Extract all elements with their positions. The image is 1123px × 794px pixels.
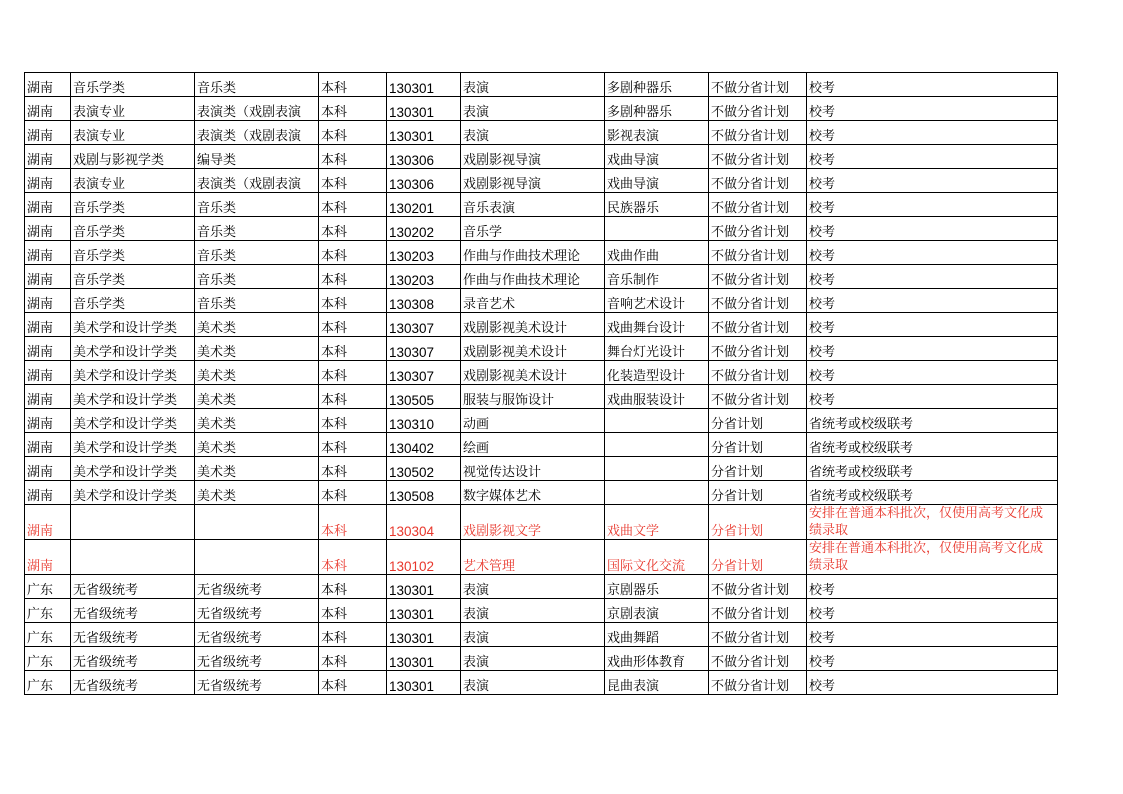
exam-method-cell: 校考 (807, 385, 1058, 409)
level-cell: 本科 (319, 145, 387, 169)
major-name-cell: 戏剧影视美术设计 (461, 337, 605, 361)
direction-cell: 化装造型设计 (605, 361, 709, 385)
category-cell: 无省级统考 (71, 647, 195, 671)
major-code-cell: 130301 (387, 121, 461, 145)
level-cell: 本科 (319, 73, 387, 97)
major-name-cell: 音乐学 (461, 217, 605, 241)
table-row (25, 457, 1058, 481)
table-row (25, 121, 1058, 145)
province-cell: 湖南 (25, 169, 71, 193)
table-row (25, 73, 1058, 97)
exam-method-cell: 校考 (807, 361, 1058, 385)
province-cell: 湖南 (25, 289, 71, 313)
province-cell: 广东 (25, 623, 71, 647)
major-name-cell: 戏剧影视导演 (461, 169, 605, 193)
level-cell: 本科 (319, 289, 387, 313)
category-cell: 音乐学类 (71, 265, 195, 289)
enrollment-plan-cell: 不做分省计划 (709, 623, 807, 647)
major-code-cell: 130306 (387, 169, 461, 193)
exam-type-cell: 音乐类 (195, 193, 319, 217)
major-code-cell: 130308 (387, 289, 461, 313)
province-cell: 湖南 (25, 337, 71, 361)
major-code-cell: 130301 (387, 671, 461, 695)
table-row (25, 145, 1058, 169)
province-cell: 广东 (25, 599, 71, 623)
direction-cell: 戏曲导演 (605, 169, 709, 193)
enrollment-plan-cell: 不做分省计划 (709, 599, 807, 623)
exam-type-cell: 美术类 (195, 361, 319, 385)
exam-type-cell: 表演类（戏剧表演 (195, 97, 319, 121)
major-code-cell: 130301 (387, 575, 461, 599)
major-name-cell: 表演 (461, 647, 605, 671)
table-row (25, 433, 1058, 457)
level-cell: 本科 (319, 97, 387, 121)
enrollment-plan-cell: 不做分省计划 (709, 121, 807, 145)
major-code-cell: 130307 (387, 361, 461, 385)
direction-cell: 戏曲文学 (605, 505, 709, 540)
exam-method-cell: 校考 (807, 289, 1058, 313)
major-name-cell: 表演 (461, 575, 605, 599)
level-cell: 本科 (319, 217, 387, 241)
exam-method-cell: 校考 (807, 671, 1058, 695)
category-cell: 无省级统考 (71, 575, 195, 599)
direction-cell: 音响艺术设计 (605, 289, 709, 313)
table-row (25, 409, 1058, 433)
exam-method-cell: 安排在普通本科批次，仅使用高考文化成绩录取 (807, 505, 1058, 540)
province-cell: 湖南 (25, 193, 71, 217)
level-cell: 本科 (319, 433, 387, 457)
major-name-cell: 音乐表演 (461, 193, 605, 217)
exam-type-cell: 表演类（戏剧表演 (195, 169, 319, 193)
direction-cell: 戏曲形体教育 (605, 647, 709, 671)
enrollment-plan-cell: 不做分省计划 (709, 313, 807, 337)
exam-type-cell: 美术类 (195, 337, 319, 361)
province-cell: 湖南 (25, 433, 71, 457)
direction-cell: 戏曲作曲 (605, 241, 709, 265)
enrollment-plan-cell: 不做分省计划 (709, 289, 807, 313)
direction-cell (605, 409, 709, 433)
table-row (25, 337, 1058, 361)
province-cell: 湖南 (25, 241, 71, 265)
province-cell: 湖南 (25, 409, 71, 433)
level-cell: 本科 (319, 385, 387, 409)
major-name-cell: 艺术管理 (461, 540, 605, 575)
direction-cell: 民族器乐 (605, 193, 709, 217)
direction-cell: 舞台灯光设计 (605, 337, 709, 361)
major-name-cell: 作曲与作曲技术理论 (461, 241, 605, 265)
province-cell: 广东 (25, 647, 71, 671)
province-cell: 广东 (25, 575, 71, 599)
direction-cell: 戏曲舞台设计 (605, 313, 709, 337)
major-code-cell: 130306 (387, 145, 461, 169)
enrollment-plan-cell: 分省计划 (709, 409, 807, 433)
enrollment-plan-cell: 不做分省计划 (709, 337, 807, 361)
table-row (25, 623, 1058, 647)
level-cell: 本科 (319, 361, 387, 385)
table-row (25, 599, 1058, 623)
major-name-cell: 数字媒体艺术 (461, 481, 605, 505)
major-name-cell: 录音艺术 (461, 289, 605, 313)
enrollment-plan-cell: 不做分省计划 (709, 193, 807, 217)
table-row (25, 289, 1058, 313)
major-name-cell: 视觉传达设计 (461, 457, 605, 481)
table-row (25, 361, 1058, 385)
major-code-cell: 130203 (387, 265, 461, 289)
level-cell: 本科 (319, 313, 387, 337)
major-name-cell: 表演 (461, 623, 605, 647)
category-cell: 美术学和设计学类 (71, 337, 195, 361)
major-code-cell: 130203 (387, 241, 461, 265)
enrollment-plan-cell: 不做分省计划 (709, 671, 807, 695)
major-code-cell: 130402 (387, 433, 461, 457)
category-cell: 音乐学类 (71, 241, 195, 265)
exam-type-cell: 编导类 (195, 145, 319, 169)
category-cell: 表演专业 (71, 169, 195, 193)
enrollment-plan-cell: 不做分省计划 (709, 169, 807, 193)
direction-cell: 多剧种器乐 (605, 73, 709, 97)
exam-method-cell: 校考 (807, 313, 1058, 337)
category-cell: 美术学和设计学类 (71, 457, 195, 481)
province-cell: 湖南 (25, 73, 71, 97)
category-cell: 音乐学类 (71, 73, 195, 97)
direction-cell (605, 217, 709, 241)
exam-method-cell: 校考 (807, 623, 1058, 647)
province-cell: 湖南 (25, 145, 71, 169)
category-cell: 美术学和设计学类 (71, 409, 195, 433)
major-name-cell: 表演 (461, 121, 605, 145)
exam-type-cell: 美术类 (195, 409, 319, 433)
exam-type-cell: 美术类 (195, 433, 319, 457)
level-cell: 本科 (319, 671, 387, 695)
exam-method-cell: 省统考或校级联考 (807, 433, 1058, 457)
exam-type-cell: 无省级统考 (195, 623, 319, 647)
category-cell: 表演专业 (71, 97, 195, 121)
major-name-cell: 绘画 (461, 433, 605, 457)
exam-method-cell: 校考 (807, 193, 1058, 217)
exam-type-cell: 无省级统考 (195, 599, 319, 623)
exam-type-cell (195, 505, 319, 540)
major-code-cell: 130304 (387, 505, 461, 540)
direction-cell: 国际文化交流 (605, 540, 709, 575)
level-cell: 本科 (319, 169, 387, 193)
table-row (25, 647, 1058, 671)
province-cell: 湖南 (25, 385, 71, 409)
enrollment-plan-cell: 分省计划 (709, 505, 807, 540)
exam-method-cell: 校考 (807, 73, 1058, 97)
major-code-cell: 130307 (387, 337, 461, 361)
category-cell (71, 540, 195, 575)
exam-type-cell: 音乐类 (195, 73, 319, 97)
major-code-cell: 130202 (387, 217, 461, 241)
province-cell: 湖南 (25, 457, 71, 481)
table-row (25, 265, 1058, 289)
province-cell: 湖南 (25, 313, 71, 337)
enrollment-plan-cell: 不做分省计划 (709, 265, 807, 289)
category-cell (71, 505, 195, 540)
direction-cell: 京剧器乐 (605, 575, 709, 599)
exam-method-cell: 校考 (807, 217, 1058, 241)
table-row (25, 97, 1058, 121)
direction-cell: 戏曲导演 (605, 145, 709, 169)
major-code-cell: 130301 (387, 97, 461, 121)
province-cell: 湖南 (25, 121, 71, 145)
province-cell: 广东 (25, 671, 71, 695)
direction-cell (605, 457, 709, 481)
level-cell: 本科 (319, 599, 387, 623)
category-cell: 美术学和设计学类 (71, 385, 195, 409)
major-name-cell: 动画 (461, 409, 605, 433)
major-code-cell: 130307 (387, 313, 461, 337)
major-code-cell: 130301 (387, 73, 461, 97)
exam-method-cell: 校考 (807, 97, 1058, 121)
exam-type-cell: 无省级统考 (195, 671, 319, 695)
level-cell: 本科 (319, 121, 387, 145)
major-code-cell: 130301 (387, 623, 461, 647)
spreadsheet-table (24, 72, 1058, 695)
major-code-cell: 130102 (387, 540, 461, 575)
table-row (25, 313, 1058, 337)
exam-type-cell: 音乐类 (195, 265, 319, 289)
province-cell: 湖南 (25, 481, 71, 505)
exam-method-cell: 省统考或校级联考 (807, 409, 1058, 433)
exam-method-cell: 校考 (807, 145, 1058, 169)
major-code-cell: 130502 (387, 457, 461, 481)
table-row (25, 505, 1058, 540)
table-row (25, 193, 1058, 217)
exam-method-cell: 安排在普通本科批次，仅使用高考文化成绩录取 (807, 540, 1058, 575)
level-cell: 本科 (319, 409, 387, 433)
table-row (25, 241, 1058, 265)
category-cell: 表演专业 (71, 121, 195, 145)
exam-method-cell: 校考 (807, 337, 1058, 361)
category-cell: 音乐学类 (71, 289, 195, 313)
exam-type-cell: 音乐类 (195, 217, 319, 241)
exam-type-cell: 无省级统考 (195, 647, 319, 671)
exam-method-cell: 校考 (807, 599, 1058, 623)
direction-cell (605, 433, 709, 457)
category-cell: 无省级统考 (71, 671, 195, 695)
direction-cell: 京剧表演 (605, 599, 709, 623)
direction-cell: 昆曲表演 (605, 671, 709, 695)
category-cell: 无省级统考 (71, 599, 195, 623)
major-name-cell: 服装与服饰设计 (461, 385, 605, 409)
enrollment-plan-cell: 不做分省计划 (709, 145, 807, 169)
enrollment-plan-cell: 不做分省计划 (709, 97, 807, 121)
exam-method-cell: 校考 (807, 169, 1058, 193)
level-cell: 本科 (319, 193, 387, 217)
level-cell: 本科 (319, 575, 387, 599)
category-cell: 无省级统考 (71, 623, 195, 647)
table-row (25, 575, 1058, 599)
exam-method-cell: 校考 (807, 121, 1058, 145)
enrollment-plan-cell: 不做分省计划 (709, 217, 807, 241)
category-cell: 戏剧与影视学类 (71, 145, 195, 169)
enrollment-plan-cell: 不做分省计划 (709, 647, 807, 671)
direction-cell: 戏曲服装设计 (605, 385, 709, 409)
direction-cell: 戏曲舞蹈 (605, 623, 709, 647)
table-row (25, 671, 1058, 695)
level-cell: 本科 (319, 647, 387, 671)
enrollment-plan-cell: 分省计划 (709, 540, 807, 575)
major-name-cell: 表演 (461, 671, 605, 695)
province-cell: 湖南 (25, 217, 71, 241)
major-code-cell: 130508 (387, 481, 461, 505)
major-name-cell: 戏剧影视美术设计 (461, 313, 605, 337)
table-row (25, 481, 1058, 505)
enrollment-plan-cell: 不做分省计划 (709, 385, 807, 409)
exam-type-cell: 无省级统考 (195, 575, 319, 599)
major-name-cell: 作曲与作曲技术理论 (461, 265, 605, 289)
category-cell: 音乐学类 (71, 193, 195, 217)
table-row (25, 217, 1058, 241)
major-name-cell: 表演 (461, 73, 605, 97)
exam-method-cell: 省统考或校级联考 (807, 457, 1058, 481)
exam-type-cell: 表演类（戏剧表演 (195, 121, 319, 145)
province-cell: 湖南 (25, 97, 71, 121)
table-row (25, 169, 1058, 193)
level-cell: 本科 (319, 623, 387, 647)
major-code-cell: 130301 (387, 647, 461, 671)
level-cell: 本科 (319, 540, 387, 575)
direction-cell (605, 481, 709, 505)
province-cell: 湖南 (25, 540, 71, 575)
level-cell: 本科 (319, 241, 387, 265)
exam-method-cell: 省统考或校级联考 (807, 481, 1058, 505)
enrollment-plan-cell: 不做分省计划 (709, 73, 807, 97)
major-code-cell: 130505 (387, 385, 461, 409)
exam-method-cell: 校考 (807, 265, 1058, 289)
major-code-cell: 130301 (387, 599, 461, 623)
exam-method-cell: 校考 (807, 647, 1058, 671)
major-name-cell: 戏剧影视文学 (461, 505, 605, 540)
enrollment-plan-cell: 不做分省计划 (709, 361, 807, 385)
exam-type-cell (195, 540, 319, 575)
category-cell: 美术学和设计学类 (71, 433, 195, 457)
exam-type-cell: 美术类 (195, 481, 319, 505)
major-name-cell: 戏剧影视美术设计 (461, 361, 605, 385)
table-row (25, 385, 1058, 409)
exam-type-cell: 美术类 (195, 457, 319, 481)
exam-method-cell: 校考 (807, 575, 1058, 599)
category-cell: 美术学和设计学类 (71, 313, 195, 337)
category-cell: 美术学和设计学类 (71, 481, 195, 505)
level-cell: 本科 (319, 457, 387, 481)
table-row (25, 540, 1058, 575)
enrollment-plan-cell: 分省计划 (709, 433, 807, 457)
enrollment-plan-cell: 分省计划 (709, 481, 807, 505)
province-cell: 湖南 (25, 505, 71, 540)
province-cell: 湖南 (25, 361, 71, 385)
major-name-cell: 表演 (461, 599, 605, 623)
direction-cell: 多剧种器乐 (605, 97, 709, 121)
category-cell: 美术学和设计学类 (71, 361, 195, 385)
exam-type-cell: 美术类 (195, 385, 319, 409)
major-name-cell: 戏剧影视导演 (461, 145, 605, 169)
level-cell: 本科 (319, 481, 387, 505)
major-code-cell: 130310 (387, 409, 461, 433)
exam-type-cell: 美术类 (195, 313, 319, 337)
direction-cell: 音乐制作 (605, 265, 709, 289)
major-code-cell: 130201 (387, 193, 461, 217)
category-cell: 音乐学类 (71, 217, 195, 241)
level-cell: 本科 (319, 265, 387, 289)
level-cell: 本科 (319, 337, 387, 361)
exam-type-cell: 音乐类 (195, 289, 319, 313)
exam-type-cell: 音乐类 (195, 241, 319, 265)
province-cell: 湖南 (25, 265, 71, 289)
direction-cell: 影视表演 (605, 121, 709, 145)
enrollment-plan-cell: 不做分省计划 (709, 575, 807, 599)
enrollment-plan-cell: 不做分省计划 (709, 241, 807, 265)
major-name-cell: 表演 (461, 97, 605, 121)
exam-method-cell: 校考 (807, 241, 1058, 265)
enrollment-plan-cell: 分省计划 (709, 457, 807, 481)
level-cell: 本科 (319, 505, 387, 540)
